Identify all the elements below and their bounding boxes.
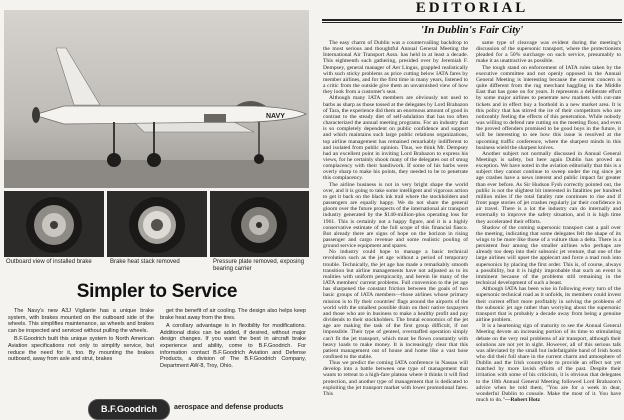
ad-tagline: aerospace and defense products xyxy=(174,404,284,411)
ad-paragraph: B.F.Goodrich built this unique system to North American Aviation specifications not only to simplify service, but reduce the need for it, too. By mounting the brakes outboard, away from axle and strut, brakes xyxy=(8,336,154,363)
editorial-paragraph: Another subject not normally discussed in Annual General Meetings is safety, but here again Dublin has proved an exception. We have noted in the aviation editorially that this is a subject they cannot continue to sweep under the rug since jet age crashes have a news interest and public impact far greater than ever before. As Sir Hudson Fysh correctly pointed out, the public is not the slightest bit interested in fatalities per hundred million miles if the total fatality rate continues to rise and if front page stories of jet crashes regularly jar their confidence in air travel. There is a lot the industry can do internally and externally to improve the safety situation, and it is high time they accelerated their efforts. xyxy=(476,150,621,225)
main-wheel xyxy=(147,153,161,167)
author-signature: —Robert Hotz xyxy=(504,397,541,404)
photo-caption: Brake heat stack removed xyxy=(110,259,180,265)
editorial-paragraph: No industry could hope to manage a basic technical revolution such as the jet age without a period of temporary trouble. Technically, the jet age has made a remarkably smooth transition but airline managements have not adjusted as to its realities with uniform perspicacity, and herein lie many of the IATA members' current problems. Full conversion to the jet age has sharpened the constant friction between the goals of two basic groups of IATA members—those airlines whose primary mission is to fly their countries' flags around the airports of the world with the smallest possible drain on their native taxpayers and those who are in business to make a healthy profit and pay dividends to their stockholders. The brutal economics of the jet age are making the task of the first group difficult, if not impossible. Their type of genteel, overstaffed operation simply can't fit the jet transport, which must be flown constantly with heavy loads to make money. It is increasingly clear that this patient management out of house and home like a vast hose confined to the stable. xyxy=(323,249,468,360)
editorial-paragraph: Although IATA has been wise in following every turn of the supersonic technical road as it unfolds, its members could invest their current effort more profitably in solving the problems of the subsonic jet age rather than worrying about the supersonic transport that is probably a decade away from being a genuine airline problem. xyxy=(476,286,621,324)
ad-headline: Simpler to Service xyxy=(76,281,238,302)
editorial-paragraph: Although many IATA members are obviously not used to barbs as sharp as those tossed at the delegates by Lord Brabazon of Tara, the experience did them an enormous amount of good in contrast to the steady diet of self-adulation that has too often characterized the annual meeting programs. For an industry that is so completely dependent on public confidence and support and which maintains such large public relations organizations, top airline management has remained remarkably indifferent to and isolated from public opinion. Thus, we think Mr. Dempsey had an excellent point in inviting Lord Brabazon to express his views, for he certainly shook many of the delegates out of smug complacency with their handiwork. If some of his barbs were overly sharp to make his points, they needed to be to penetrate this complacency. xyxy=(323,95,468,182)
ad-body-column xyxy=(8,308,154,365)
ad-paragraph: The Navy's new A3J Vigilante has a unique brake system, with brakes mounted on the outboard side of the wheels. This simplifies maintenance, as wheels and brakes can be inspected and serviced without pulling the wheels. xyxy=(8,308,154,334)
tail-fin xyxy=(56,48,100,105)
exhaust xyxy=(32,107,40,123)
editorial-paragraph: The airline business is not in very bright shape the world over, and it is going to take some intelligent and vigorous action to get it back on the black ink trail where the stockholders and passengers are equally happy. We do not share the general gloom over the future prospects of the international air transport industry generated by the $140-million-plus operating loss for 1961. This is certainly not a happy figure, and it is a highly conservative estimate of the full scope of this financial fiasco. But already there are signs of hope on the horizon in rising passenger and cargo revenue and some realistic pooling of ground service equipment and spares. xyxy=(323,181,468,250)
editorial-paragraph: Shadow of the coming supersonic transport cast a pall over the meeting, indicating that some delegates felt the shape of its wings to be more like those of a vulture than a delta. There is a persistent fear among the smaller airlines who perhaps are already too deep into their subsonic jet venture, that one of the large airlines will upset the applecart and force a mad rush into supersonics by placing the first order. This is, of course, always a possibility, but it is highly improbable that such an event is imminent because of the problems still remaining in the technical development of such a beast. xyxy=(476,224,621,287)
editorial-column-right xyxy=(476,40,621,418)
editorial-paragraph: Thus we predict the coming IATA conference in Nassau will develop into a battle between one type of management that wants to retreat to a high-fare plateau where it thinks it will find protection, and another type of management that is dedicated to exploiting the jet transport market with lower promotional fares. This xyxy=(323,360,468,397)
editorial-paragraph: The easy charm of Dublin was a countervailing backdrop to the most serious and thoughtful Annual General Meeting the International Air Transport Assn. has held in at least a decade. This eighteenth such gathering, presided over by Jeremiah F. Dempsey, general manager of Aer Lingus, grappled realistically with such sticky problems as price cutting below IATA fares by member airlines, and for the first time in many years, listened to a critic from the outside give them an unvarnished view of how they look from a customer's seat. xyxy=(323,40,468,96)
section-heading: EDITORIAL xyxy=(415,0,529,16)
heading-rule xyxy=(322,22,622,23)
editorial xyxy=(320,0,624,420)
bearing-carrier-icon xyxy=(210,191,309,257)
brake-photo-installed xyxy=(4,191,104,257)
photo-caption: Outboard view of installed brake xyxy=(6,259,92,265)
aircraft-marking: NAVY xyxy=(266,113,285,120)
editorial-paragraph: The tough stand on enforcement of IATA rules taken by the executive committee and not openly opposed in the Annual General Meeting is interesting because the current concern is quite different from the rug merchant haggling in the Middle East that has gone on for years. It represents a deliberate effort by some major airlines to penetrate new markets with cut-rate tickets and in effect buy a foothold in a new market area. It is this policy that has stirred the ire of their competitors who are noticeably feeling the effects of this penetration. While nobody was willing to defend rate cutting on the meeting floor, and even the proved offenders promised to be good boys in the future, it will be interesting to see how this issue is resolved at the upcoming traffic conference, where the sharpest minds in this business wield the sharpest knives. xyxy=(476,64,621,151)
editorial-column-left xyxy=(323,40,468,418)
air-intake xyxy=(204,114,226,122)
ad-paragraph: A corollary advantage is in flexibility for modifications. Additional disks can be added, if desired, without major design changes. If you want the best in aircraft brake experience and ability, come to B.F.Goodrich. For information contact B.F.Goodrich Aviation and Defense Products, a division of The B.F.Goodrich Company, Department AW-8, Troy, Ohio. xyxy=(160,323,306,369)
brake-photo-pressure-plate xyxy=(210,191,309,257)
editorial-paragraph: same type of cleavage was evident during the meeting's discussion of the supersonic transport, where the protectionists pleaded for a 50% surcharge on such service, presumably to make it as unattractive as possible. xyxy=(476,40,621,65)
nose-wheel xyxy=(254,154,264,164)
ad-body-column xyxy=(160,308,306,371)
aircraft-photo xyxy=(4,10,309,188)
bfgoodrich-logo: B.F.Goodrich xyxy=(88,399,170,420)
wheel-hub-icon xyxy=(107,191,207,257)
wheel-brake-icon xyxy=(4,191,104,257)
editorial-title: 'In Dublin's Fair City' xyxy=(420,24,524,36)
heading-rule xyxy=(322,19,622,21)
editorial-paragraph-text: It is a heartening sign of maturity to see the Annual General Meeting devote an increasing portion of its time to stimulating debate on the very real problems of air transport, although their solutions are not yet in sight. However, all of this serious talk was alleviated by the small but indefatigable band of Irish hosts who did their full share in the current charm and atmosphere of Dublin and the Irish countryside to provide an effect not yet matched by more lavish efforts of the past. Despite their irritation with some of his criticism, it is obvious that delegates to the 18th Annual General Meeting followed Lord Brabazon's advice when he told them, "You are for a week in dear, wonderful Dublin to console. Make the most of it. You have much to do." xyxy=(476,323,621,404)
brake-photo-heat-stack xyxy=(107,191,207,257)
rear-wheel xyxy=(107,153,121,167)
editorial-paragraph xyxy=(476,323,621,403)
ad-paragraph: get the benefit of air cooling. The design also helps keep brake heat away from the tires. xyxy=(160,308,306,321)
photo-caption: Pressure plate removed, exposing bearing carrier xyxy=(213,259,305,272)
aircraft-illustration xyxy=(4,10,309,188)
ad-logo-bar xyxy=(0,398,314,420)
canopy xyxy=(236,101,266,106)
